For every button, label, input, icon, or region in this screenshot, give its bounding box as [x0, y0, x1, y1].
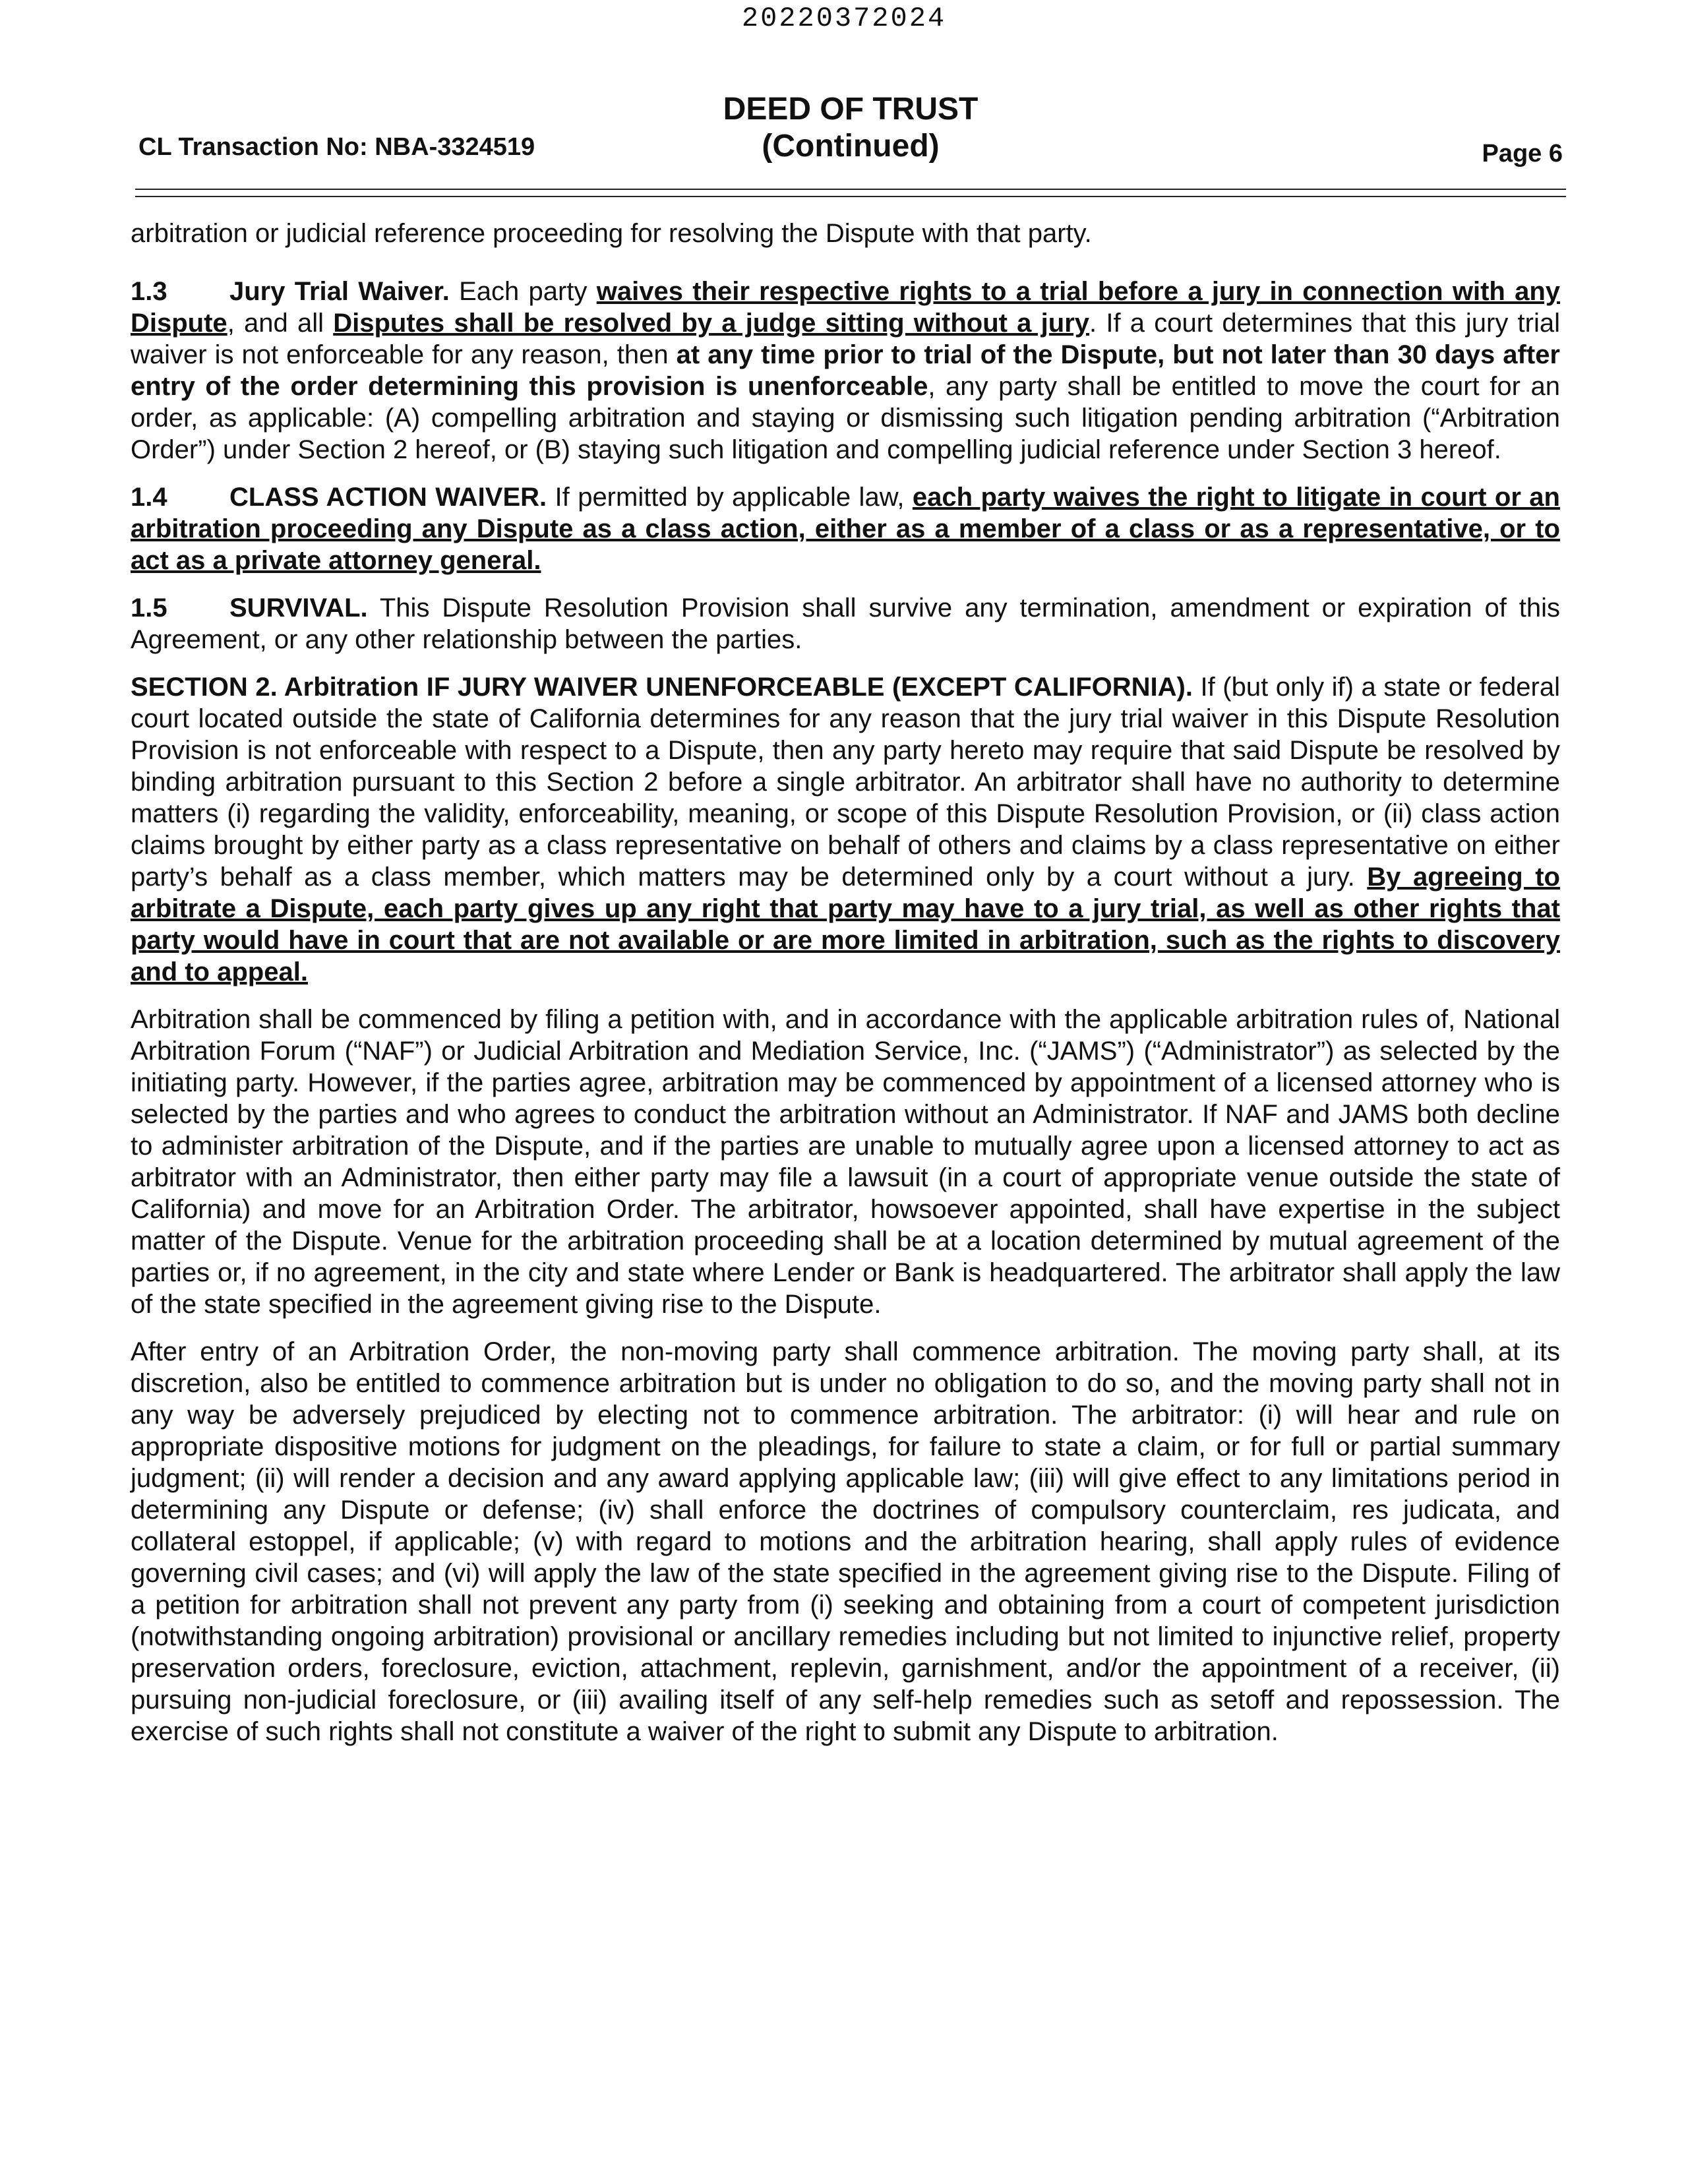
- paragraph-after-entry: After entry of an Arbitration Order, the non-moving party shall commence arbitration. The moving party shall, at its discretion, also be entitled to commence arbitration but is under no obligation to do so, and the moving party shall not in any way be adversely prejudiced by electing not to commence arbitration. The arbitrator: (i) will hear and rule on appropriate dispositive motions for judgment on the pleadings, for failure to state a claim, or for full or partial summary judgment; (ii) will render a decision and any award applying applicable law; (iii) will give effect to any limitations period in determining any Dispute or defense; (iv) shall enforce the doctrines of compulsory counterclaim, res judicata, and collateral estoppel, if applicable; (v) with regard to motions and the arbitration hearing, shall apply rules of evidence governing civil cases; and (vi) will apply the law of the state specified in the agreement giving rise to the Dispute. Filing of a petition for arbitration shall not prevent any party from (i) seeking and obtaining from a court of competent jurisdiction (notwithstanding ongoing arbitration) provisional or ancillary remedies including but not limited to injunctive relief, property preservation orders, foreclosure, eviction, attachment, replevin, garnishment, and/or the appointment of a receiver, (ii) pursuing non-judicial foreclosure, or (iii) availing itself of any self-help remedies such as setoff and repossession. The exercise of such rights shall not constitute a waiver of the right to submit any Dispute to arbitration.: [131, 1337, 1560, 1746]
- underlined-text: waives their respective rights to a trial before a jury in connection with any Dispute: [131, 277, 1561, 338]
- section-text: Each party: [449, 277, 597, 306]
- section-text: This Dispute Resolution Provision shall survive any termination, amendment or expiration of this Agreement, or any other relationship between the parties.: [131, 593, 1560, 654]
- section-1-4: [131, 481, 1560, 576]
- bold-text: at any time prior to trial of the Dispute, but not later than 30 days after entry of the order determining this provision is unenforceable: [131, 340, 1561, 401]
- section-heading: SECTION 2. Arbitration IF JURY WAIVER UNENFORCEABLE (EXCEPT CALIFORNIA).: [131, 673, 1193, 702]
- section-number: 1.3: [131, 277, 167, 306]
- section-heading: CLASS ACTION WAIVER.: [229, 483, 547, 512]
- section-1-5: [131, 592, 1560, 655]
- section-text: , any party shall be entitled to move the court for an order, as applicable: (A) compelling arbitration and staying or dismissing such litigation pending arbitration (“Arbitration Order”) under Section 2 hereof, or (B) staying such litigation and compelling judicial reference under Section 3 hereof.: [131, 372, 1560, 464]
- transaction-number: CL Transaction No: NBA-3324519: [138, 133, 535, 161]
- section-heading: Jury Trial Waiver.: [229, 277, 450, 306]
- section-text: , and all: [227, 309, 334, 338]
- header-divider-top: [135, 189, 1566, 190]
- page-number: Page 6: [1482, 140, 1563, 167]
- underlined-text: Disputes shall be resolved by a judge sitting without a jury: [333, 309, 1090, 338]
- section-text: If permitted by applicable law,: [547, 483, 913, 512]
- section-heading: SURVIVAL.: [229, 593, 368, 622]
- document-title: [580, 91, 1121, 165]
- section-text: . If a court determines that this jury trial waiver is not enforceable for any reason, then: [131, 309, 1560, 369]
- title-line-1: DEED OF TRUST: [723, 92, 979, 127]
- page-header: [132, 91, 1569, 177]
- header-divider-bottom: [135, 196, 1566, 197]
- underlined-text: each party waives the right to litigate in court or an arbitration proceeding any Dispute as a class action, either as a member of a class or as a representative, or to act as a private attorney general.: [131, 483, 1560, 575]
- paragraph-arbitration-commenced: Arbitration shall be commenced by filing a petition with, and in accordance with the applicable arbitration rules of, National Arbitration Forum (“NAF”) or Judicial Arbitration and Mediation Service, Inc. (“JAMS”) (“Administrator”) as selected by the initiating party. However, if the parties agree, arbitration may be commenced by appointment of a licensed attorney who is selected by the parties and who agrees to conduct the arbitration without an Administrator. If NAF and JAMS both decline to administer arbitration of the Dispute, and if the parties are unable to mutually agree upon a licensed attorney to act as arbitrator with an Administrator, then either party may file a lawsuit (in a court of appropriate venue outside the state of California) and move for an Arbitration Order. The arbitrator, howsoever appointed, shall have expertise in the subject matter of the Dispute. Venue for the arbitration proceeding shall be at a location determined by mutual agreement of the parties or, if no agreement, in the city and state where Lender or Bank is headquartered. The arbitrator shall apply the law of the state specified in the agreement giving rise to the Dispute.: [131, 1005, 1560, 1319]
- title-line-2: (Continued): [762, 129, 940, 164]
- continuation-paragraph: arbitration or judicial reference proceeding for resolving the Dispute with that party.: [131, 219, 1092, 248]
- section-text: If (but only if) a state or federal court located outside the state of California determines for any reason that the jury trial waiver in this Dispute Resolution Provision is not enforceable with respect to a Dispute, then any party hereto may require that said Dispute be resolved by binding arbitration pursuant to this Section 2 before a single arbitrator. An arbitrator shall have no authority to determine matters (i) regarding the validity, enforceability, meaning, or scope of this Dispute Resolution Provision, or (ii) class action claims brought by either party as a class representative on behalf of others and claims by a class representative on either party’s behalf as a class member, which matters may be determined only by a court without a jury.: [131, 673, 1560, 892]
- section-1-3: [131, 276, 1560, 466]
- underlined-text: By agreeing to arbitrate a Dispute, each party gives up any right that party may have to a jury trial, as well as other rights that party would have in court that are not available or are more limited in arbitration, such as the rights to discovery and to appeal.: [131, 863, 1560, 986]
- document-body: [131, 218, 1560, 1763]
- section-number: 1.5: [131, 593, 167, 622]
- recording-number: 20220372024: [741, 3, 947, 34]
- section-2: [131, 671, 1560, 988]
- section-number: 1.4: [131, 483, 167, 512]
